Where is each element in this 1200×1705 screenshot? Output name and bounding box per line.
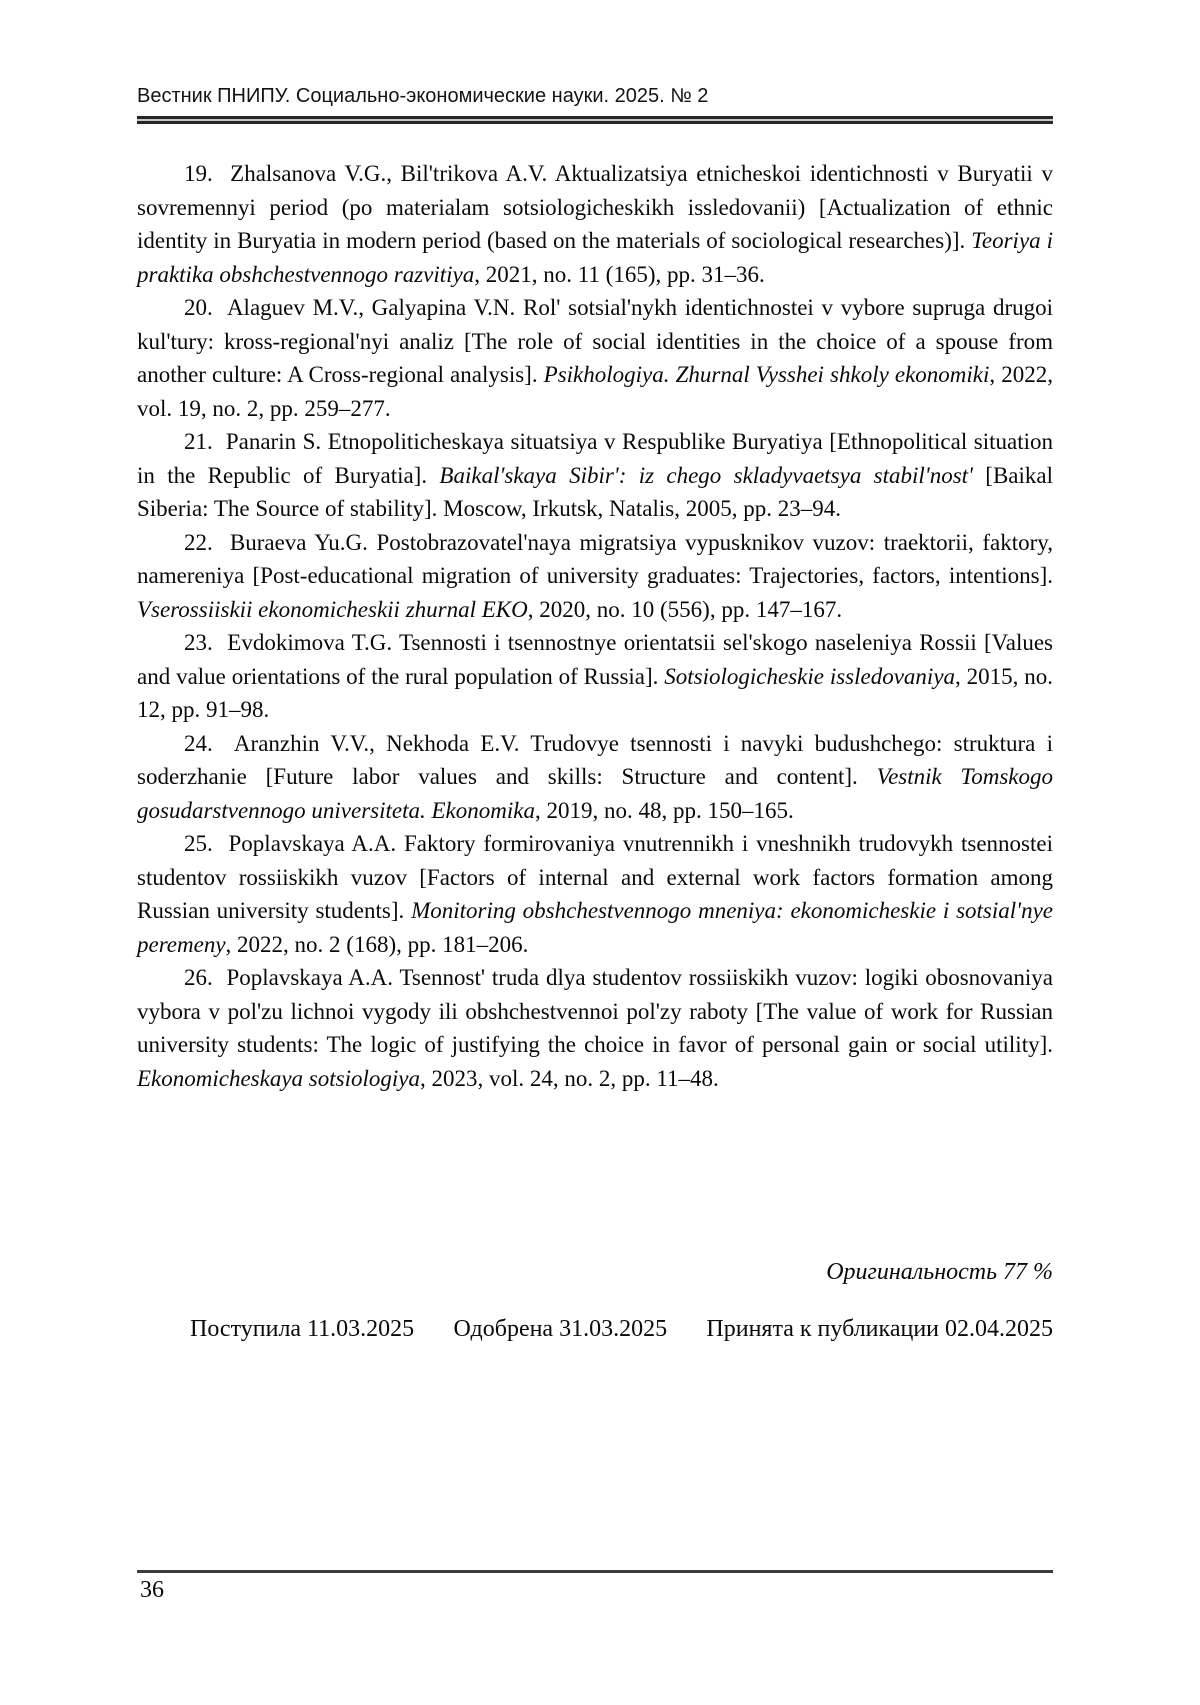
reference-item [137,827,1053,961]
references-list [137,157,1053,1095]
reference-text: 20. Alaguev M.V., Galyapina V.N. Rol' sotsial'nykh identichnostei v vybore supruga drugoi kul'tury: kross-regional'nyi analiz [The role of social identities in the choice of a spouse from another culture: A Cross-regional analysis]. [137,295,1053,387]
reference-text: 19. Zhalsanova V.G., Bil'trikova A.V. Aktualizatsiya etnicheskoi identichnosti v Buryatii v sovremennyi period (po materialam sotsiologicheskikh issledovanii) [Actualization of ethnic identity in Buryatia in modern period (based on the materials of sociological researches)]. [137,161,1053,253]
reference-text: 26. Poplavskaya A.A. Tsennost' truda dlya studentov rossiiskikh vuzov: logiki obosnovaniya vybora v pol'zu lichnoi vygody ili obshchestvennoi pol'zy raboty [The value of work for Russian university students: The logic of justifying the choice in favor of personal gain or social utility]. [137,965,1053,1057]
date-received: Поступила 11.03.2025 [190,1316,415,1342]
header-double-rule [137,116,1053,124]
journal-title: Teoriya i praktika obshchestvennogo razvitiya [137,228,1054,287]
reference-text: , 2023, vol. 24, no. 2, pp. 11–48. [419,1065,719,1091]
date-accepted: Принята к публикации 02.04.2025 [706,1316,1053,1342]
originality-note: Оригинальность 77 % [826,1259,1053,1285]
reference-text: [Baikal Siberia: The Source of stability]. Moscow, Irkutsk, Natalis, 2005, pp. 23–94. [137,462,1053,521]
reference-text: , 2015, no. 12, pp. 91–98. [137,663,1053,722]
reference-item [137,157,1053,291]
reference-text: 24. Aranzhin V.V., Nekhoda E.V. Trudovye tsennosti i navyki budushchego: struktura i soderzhanie [Future labor values and skills: Structure and content]. [137,730,1053,789]
journal-running-head: Вестник ПНИПУ. Социально-экономические науки. 2025. № 2 [137,85,709,107]
date-approved: Одобрена 31.03.2025 [453,1316,668,1342]
reference-text: , 2020, no. 10 (556), pp. 147–167. [527,596,843,622]
reference-text: 23. Evdokimova T.G. Tsennosti i tsennostnye orientatsii sel'skogo naseleniya Rossii [Values and value orientations of the rural population of Russia]. [137,630,1053,689]
reference-item [137,425,1053,526]
reference-text: , 2022, vol. 19, no. 2, pp. 259–277. [137,362,1053,421]
footer-rule [137,1570,1053,1573]
reference-text: , 2019, no. 48, pp. 150–165. [534,797,794,823]
reference-item [137,526,1053,627]
reference-item [137,291,1053,425]
journal-title: Sotsiologicheskie issledovaniya [664,663,956,689]
journal-title: Vestnik Tomskogo gosudarstvennogo universiteta. Ekonomika [137,764,1053,823]
reference-text: 22. Buraeva Yu.G. Postobrazovatel'naya migratsiya vypusknikov vuzov: traektorii, faktory, namereniya [Post-educational migration of university graduates: Trajectories, factors, intentions]. [137,529,1053,588]
article-dates-row [137,1316,1053,1343]
reference-item [137,626,1053,727]
reference-text: , 2021, no. 11 (165), pp. 31–36. [474,261,765,287]
page-number: 36 [140,1577,164,1603]
journal-title: Baikal'skaya Sibir': iz chego skladyvaetsya stabil'nost' [439,462,973,488]
reference-item [137,727,1053,828]
reference-text: 21. Panarin S. Etnopoliticheskaya situatsiya v Respublike Buryatiya [Ethnopolitical situation in the Republic of Buryatia]. [137,429,1053,488]
journal-title: Vserossiiskii ekonomicheskii zhurnal EKO [137,596,528,622]
reference-text: 25. Poplavskaya A.A. Faktory formirovaniya vnutrennikh i vneshnikh trudovykh tsennostei studentov rossiiskikh vuzov [Factors of internal and external work factors formation among Russian university students]. [137,831,1053,923]
journal-title: Monitoring obshchestvennogo mneniya: ekonomicheskie i sotsial'nye peremeny [137,898,1053,957]
reference-item [137,961,1053,1095]
reference-text: , 2022, no. 2 (168), pp. 181–206. [225,931,529,957]
journal-title: Psikhologiya. Zhurnal Vysshei shkoly ekonomiki [543,362,990,387]
journal-title: Ekonomicheskaya sotsiologiya [137,1065,420,1091]
